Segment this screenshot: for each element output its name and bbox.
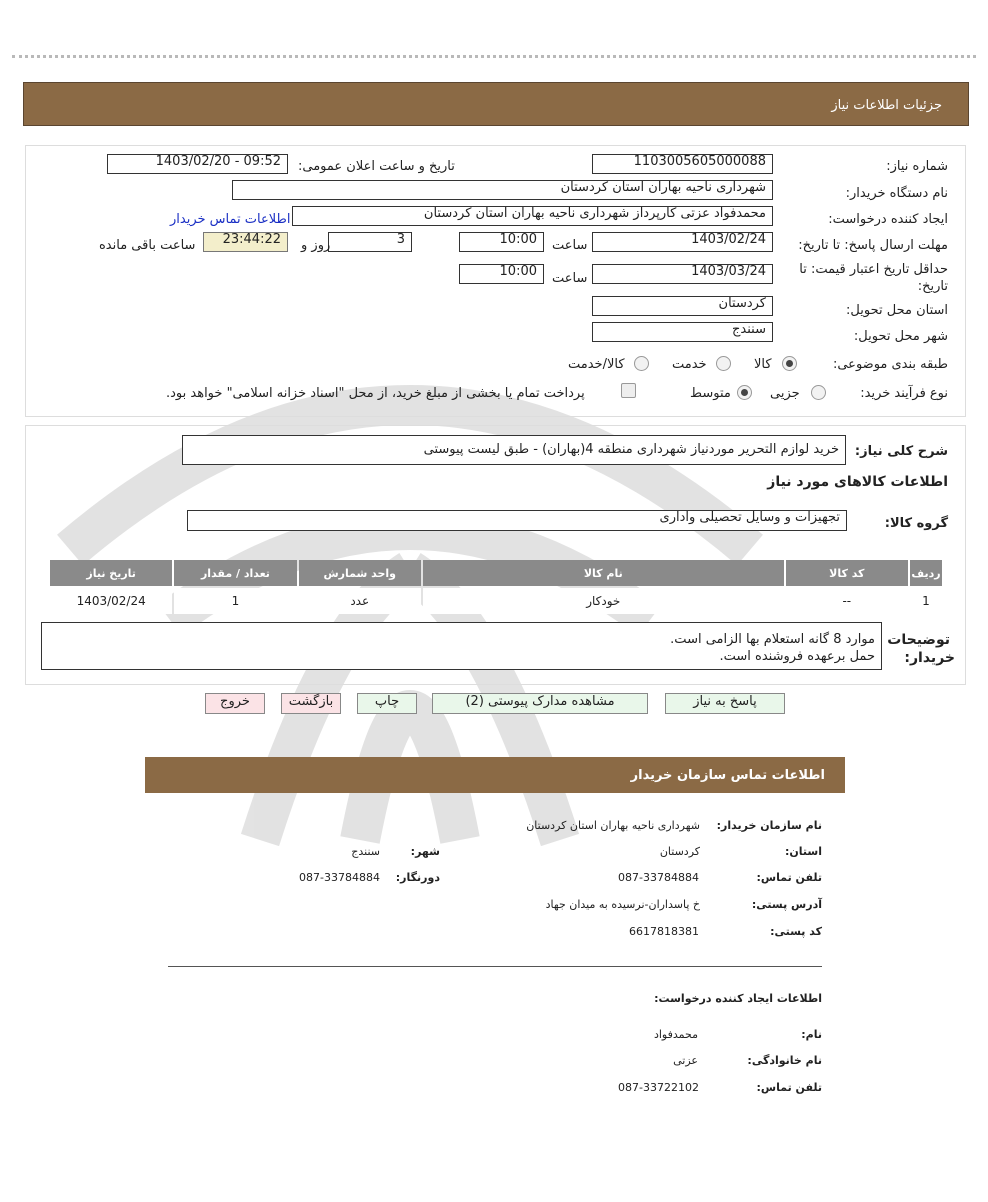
cell-qty: 1 [174, 588, 296, 614]
province-field: کردستان [592, 296, 773, 316]
contact-city-label: شهر: [410, 845, 440, 858]
cell-unit: عدد [299, 588, 421, 614]
org-value: شهرداری ناحیه بهاران استان کردستان [526, 819, 700, 832]
contact-province-label: استان: [785, 845, 822, 858]
address-label: آدرس پستی: [751, 898, 822, 911]
notes-line-2: حمل برعهده فروشنده است. [719, 649, 875, 664]
radio-category-goods[interactable] [782, 356, 797, 371]
category-label: طبقه بندی موضوعی: [832, 357, 948, 372]
creator-phone-value: 087-33722102 [618, 1081, 699, 1094]
process-medium-label: متوسط [690, 386, 731, 401]
attachments-button[interactable]: مشاهده مدارک پیوستی (2) [432, 693, 648, 714]
back-button[interactable]: بازگشت [281, 693, 341, 714]
validity-date-field: 1403/03/24 [592, 264, 773, 284]
radio-process-minor[interactable] [811, 385, 826, 400]
need-number-label: شماره نیاز: [886, 159, 948, 174]
col-unit: واحد شمارش [299, 560, 421, 586]
page-header [23, 82, 969, 126]
creator-field: محمدفواد عزتی کارپرداز شهرداری ناحیه بهاران استان کردستان [292, 206, 773, 226]
creator-label: ایجاد کننده درخواست: [828, 212, 948, 227]
contact-divider [168, 966, 822, 967]
col-date: تاریخ نیاز [50, 560, 172, 586]
contact-city-value: سنندج [351, 845, 380, 858]
address-value: خ پاسداران-نرسیده به میدان جهاد [545, 898, 700, 911]
fax-label: دورنگار: [395, 871, 440, 884]
col-qty: تعداد / مقدار [174, 560, 296, 586]
page-title: جزئيات اطلاعات نياز [831, 98, 942, 113]
process-label: نوع فرآیند خرید: [860, 386, 948, 401]
validity-label-2: تاریخ: [917, 279, 948, 294]
payment-note: پرداخت تمام یا بخشی از مبلغ خرید، از محل "اسناد خزانه اسلامی" خواهد بود. [166, 386, 585, 401]
phone-label: تلفن تماس: [756, 871, 822, 884]
buyer-org-label: نام دستگاه خریدار: [845, 186, 948, 201]
validity-hour-label: ساعت [552, 271, 588, 286]
creator-family-label: نام خانوادگی: [747, 1054, 822, 1067]
treasury-checkbox[interactable] [621, 383, 636, 398]
announce-label: تاریخ و ساعت اعلان عمومی: [298, 159, 455, 174]
goods-table-header [50, 560, 942, 586]
col-row: ردیف [910, 560, 942, 586]
table-row [50, 588, 942, 614]
creator-name-label: نام: [801, 1028, 822, 1041]
buyer-contact-link[interactable]: اطلاعات تماس خریدار [170, 212, 291, 227]
notes-line-1: موارد 8 گانه استعلام بها الزامی است. [670, 632, 875, 647]
fax-value: 087-33784884 [299, 871, 380, 884]
goods-group-label: گروه کالا: [884, 516, 948, 531]
print-button[interactable]: چاپ [357, 693, 417, 714]
creator-name-value: محمدفواد [653, 1028, 698, 1041]
radio-category-service[interactable] [716, 356, 731, 371]
days-field: 3 [328, 232, 412, 252]
creator-family-value: عزتی [673, 1054, 698, 1067]
deadline-label: مهلت ارسال پاسخ: تا تاریخ: [798, 238, 948, 253]
creator-phone-label: تلفن تماس: [756, 1081, 822, 1094]
validity-time-field: 10:00 [459, 264, 544, 284]
city-label: شهر محل تحویل: [853, 329, 948, 344]
creator-info-title: اطلاعات ایجاد کننده درخواست: [654, 992, 822, 1005]
days-label: روز و [301, 238, 331, 253]
postal-value: 6617818381 [629, 925, 699, 938]
contact-header [145, 757, 845, 793]
process-minor-label: جزیی [770, 386, 800, 401]
postal-label: کد پستی: [770, 925, 822, 938]
cell-code: -- [786, 588, 908, 614]
exit-button[interactable]: خروج [205, 693, 265, 714]
announce-field: 1403/02/20 - 09:52 [107, 154, 288, 174]
cell-date: 1403/02/24 [50, 588, 172, 614]
remaining-label: ساعت باقی مانده [99, 238, 196, 253]
category-goods-service-label: کالا/خدمت [568, 357, 625, 372]
notes-label-1: توضیحات [887, 632, 950, 648]
cell-row: 1 [910, 588, 942, 614]
province-label: استان محل تحویل: [846, 303, 948, 318]
buyer-notes-box [41, 622, 882, 670]
summary-label: شرح کلی نیاز: [854, 444, 948, 459]
category-goods-label: کالا [754, 357, 772, 372]
org-label: نام سازمان خریدار: [716, 819, 822, 832]
notes-label-2: خریدار: [904, 650, 955, 666]
remaining-time-field: 23:44:22 [203, 232, 288, 252]
city-field: سنندج [592, 322, 773, 342]
deadline-hour-label: ساعت [552, 238, 588, 253]
goods-info-title: اطلاعات کالاهای مورد نیاز [767, 474, 948, 490]
col-code: کد کالا [786, 560, 908, 586]
need-number-field: 1103005605000088 [592, 154, 773, 174]
contact-province-value: کردستان [659, 845, 700, 858]
cell-name: خودکار [423, 588, 784, 614]
radio-process-medium[interactable] [737, 385, 752, 400]
deadline-time-field: 10:00 [459, 232, 544, 252]
radio-category-goods-service[interactable] [634, 356, 649, 371]
goods-group-field: تجهیزات و وسایل تحصیلی واداری [187, 510, 847, 531]
category-service-label: خدمت [672, 357, 707, 372]
validity-label-1: حداقل تاریخ اعتبار قیمت: تا [799, 262, 948, 277]
col-name: نام کالا [423, 560, 784, 586]
summary-field: خرید لوازم التحریر موردنیاز شهرداری منطقه 4(بهاران) - طبق لیست پیوستی [182, 435, 846, 465]
top-dotted-divider [12, 55, 976, 58]
buyer-org-field: شهرداری ناحیه بهاران استان کردستان [232, 180, 773, 200]
goods-table [48, 558, 944, 616]
deadline-date-field: 1403/02/24 [592, 232, 773, 252]
reply-button[interactable]: پاسخ به نیاز [665, 693, 785, 714]
contact-title: اطلاعات تماس سازمان خریدار [630, 768, 825, 783]
phone-value: 087-33784884 [618, 871, 699, 884]
